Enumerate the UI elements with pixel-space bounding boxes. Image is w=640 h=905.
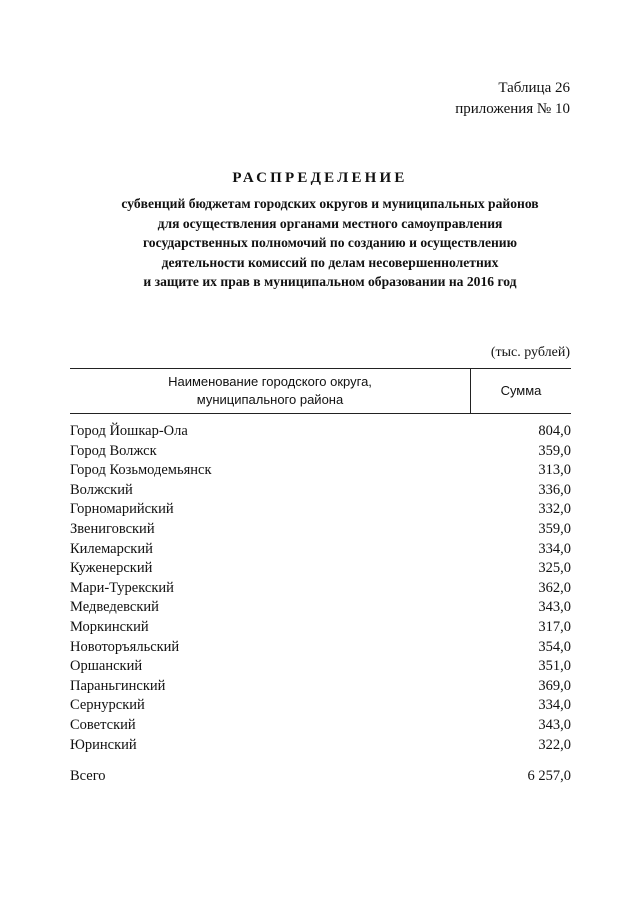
table-row [70,442,571,462]
header-name-line: муниципального района [196,392,344,407]
unit-label: (тыс. рублей) [490,345,570,360]
row-sum: 359,0 [538,520,571,537]
table-row [70,696,571,716]
row-name: Город Волжск [70,442,157,459]
row-name: Волжский [70,481,133,498]
row-sum: 322,0 [538,736,571,753]
table-row [70,481,571,501]
total-label: Всего [70,768,106,785]
row-name: Медведевский [70,599,159,616]
row-sum: 334,0 [538,540,571,557]
row-name: Параньгинский [70,677,166,694]
document-subtitle [80,194,580,292]
row-name: Советский [70,716,136,733]
table-row [70,579,571,599]
row-sum: 354,0 [538,638,571,655]
row-sum: 313,0 [538,462,571,479]
row-name: Килемарский [70,540,153,557]
table-row [70,520,571,540]
header-name [70,369,471,414]
table-number: Таблица 26 [498,80,570,96]
table-row [70,414,571,442]
row-sum: 325,0 [538,560,571,577]
table-row [70,500,571,520]
row-name: Мари-Турекский [70,579,174,596]
row-name: Юринский [70,736,137,753]
row-name: Город Козьмодемьянск [70,462,212,479]
subtitle-line: субвенций бюджетам городских округов и муниципальных районов [121,196,539,211]
row-sum: 336,0 [538,481,571,498]
table-reference [455,78,570,120]
table-row [70,559,571,579]
row-sum: 804,0 [538,423,571,439]
row-name: Новоторъяльский [70,638,180,655]
subtitle-line: для осуществления органами местного самоуправления [157,215,503,231]
subtitle-line: деятельности комиссий по делам несовершеннолетних [161,254,499,270]
distribution-table [70,368,571,787]
row-name: Моркинский [70,618,149,635]
row-name: Горномарийский [70,501,174,518]
row-sum: 343,0 [538,599,571,616]
row-name: Город Йошкар-Ола [70,423,188,439]
row-sum: 334,0 [538,697,571,714]
row-sum: 362,0 [538,579,571,596]
document-title: РАСПРЕДЕЛЕНИЕ [232,170,408,186]
subtitle-line: государственных полномочий по созданию и осуществлению [142,235,518,250]
table-row [70,618,571,638]
header-sum: Сумма [471,369,572,414]
table-header-row [70,369,571,414]
table-row [70,677,571,697]
row-name: Сернурский [70,697,145,714]
row-sum: 343,0 [538,716,571,733]
row-sum: 332,0 [538,501,571,518]
table-row [70,716,571,736]
table-row [70,461,571,481]
table-row [70,638,571,658]
appendix-number: приложения № 10 [455,101,570,117]
row-name: Куженерский [70,560,153,577]
row-sum: 351,0 [538,658,571,675]
table-row [70,598,571,618]
header-name-line: Наименование городского округа, [168,374,372,389]
table-row [70,657,571,677]
table-row [70,736,571,756]
table-row [70,540,571,560]
subtitle-line: и защите их прав в муниципальном образовании на 2016 год [143,274,517,289]
total-sum: 6 257,0 [527,768,571,785]
row-sum: 369,0 [538,677,571,694]
row-name: Звениговский [70,520,155,537]
row-sum: 317,0 [538,618,571,635]
row-sum: 359,0 [538,442,571,459]
total-row [70,755,571,787]
row-name: Оршанский [70,658,143,675]
